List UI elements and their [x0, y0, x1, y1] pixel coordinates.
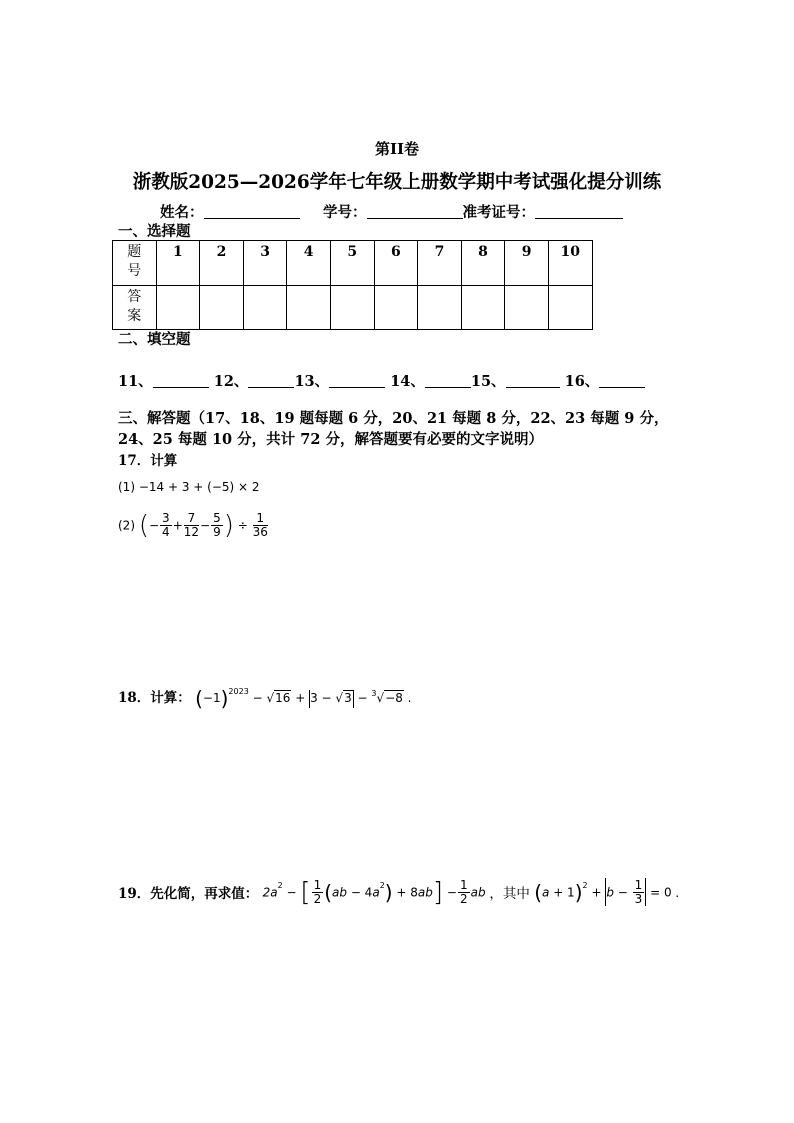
exam-label: 准考证号：	[462, 204, 535, 221]
blank-line[interactable]	[599, 373, 645, 388]
q18-expression: $(-1)^{2023} - √16 + 3 - √3 - ^3√-8$ .	[195, 686, 412, 711]
question-number: 6	[374, 241, 418, 286]
q19-where: ，其中	[489, 886, 530, 902]
blank-line[interactable]	[248, 373, 294, 388]
exam-blank[interactable]	[535, 204, 623, 219]
answer-cell[interactable]	[330, 286, 374, 330]
question-number: 10	[548, 241, 592, 286]
blank-line[interactable]	[425, 373, 471, 388]
question-number: 7	[418, 241, 462, 286]
id-field	[323, 201, 623, 222]
blank-label: 16、	[564, 373, 600, 390]
question-number: 9	[505, 241, 549, 286]
question-number: 1	[156, 241, 200, 286]
name-label: 姓名：	[160, 204, 204, 221]
answer-table-number-row	[113, 241, 593, 286]
question-number: 5	[330, 241, 374, 286]
section3-line2: 24、25 每题 10 分，共计 72 分，解答题要有必要的文字说明）	[118, 431, 543, 448]
answer-cell[interactable]	[156, 286, 200, 330]
q17-part1-label: (1)	[118, 480, 135, 494]
volume-heading: 第II卷	[374, 140, 420, 158]
answer-cell[interactable]	[505, 286, 549, 330]
left-paren: (	[138, 510, 149, 541]
blank-line[interactable]	[153, 373, 209, 388]
q19-expression: $2a^2$ − [ $\frac{1}{2}$ $(ab - 4a^2) + 8ab$] − $\frac{1}{2}$ ab	[262, 877, 486, 907]
q19	[118, 878, 687, 906]
q19-label: 19．先化简，再求值：	[118, 886, 259, 902]
question-number: 3	[243, 241, 287, 286]
q17-label: 17．计算	[118, 453, 178, 469]
name-blank[interactable]	[204, 204, 300, 219]
exam-title: 浙教版2025—2026学年七年级上册数学期中考试强化提分训练	[132, 172, 662, 193]
answer-header: 答 案	[113, 286, 157, 330]
divide-sign: ÷	[237, 518, 248, 533]
section2-title: 二、填空题	[118, 331, 191, 348]
answer-table	[112, 240, 593, 330]
blank-label: 13、	[294, 373, 330, 390]
answer-cell[interactable]	[548, 286, 592, 330]
question-number: 4	[287, 241, 331, 286]
q18	[118, 686, 411, 709]
name-field	[160, 201, 300, 222]
q19-condition: $(a + 1)^2 + b$ − $\frac{1}{3}$	[534, 885, 650, 899]
q19-equals: = 0 ．	[650, 885, 688, 900]
blank-label: 12、	[213, 373, 249, 390]
fraction: $\frac{7}{12}$	[183, 511, 200, 539]
fraction: $\frac{1}{36}$	[252, 511, 268, 539]
section1-title: 一、选择题	[118, 223, 191, 240]
question-number: 2	[200, 241, 244, 286]
fill-blank-row	[118, 370, 645, 391]
blank-line[interactable]	[329, 373, 385, 388]
fraction: $\frac{5}{9}$	[213, 511, 221, 539]
q18-label: 18．计算：	[118, 690, 191, 706]
right-paren: )	[223, 510, 234, 541]
id-blank[interactable]	[367, 204, 463, 219]
answer-cell[interactable]	[200, 286, 244, 330]
q17-part1	[118, 480, 260, 494]
section3-line1: 三、解答题（17、18、19 题每题 6 分，20、21 每题 8 分，22、23 每题 9 分，	[118, 410, 669, 427]
answer-cell[interactable]	[287, 286, 331, 330]
answer-cell[interactable]	[243, 286, 287, 330]
answer-cell[interactable]	[461, 286, 505, 330]
blank-label: 14、	[390, 373, 425, 390]
q17-part2-label: (2)	[118, 518, 135, 533]
id-label: 学号：	[323, 204, 367, 221]
answer-cell[interactable]	[374, 286, 418, 330]
q17-part1-expression: −14 + 3 + (−5) × 2	[138, 480, 260, 494]
question-number: 8	[461, 241, 505, 286]
answer-cell[interactable]	[418, 286, 462, 330]
blank-label: 11、	[118, 373, 153, 390]
blank-label: 15、	[470, 373, 506, 390]
q17-part2: (2) (− $\frac{3}{4}$ + $\frac{7}{12}$ − $\frac{5}{9}$ ) ÷ $\frac{1}{36}$	[118, 510, 268, 541]
blank-line[interactable]	[506, 373, 560, 388]
question-number-header: 题 号	[113, 241, 157, 286]
answer-table-answer-row	[113, 286, 593, 330]
fraction: $\frac{3}{4}$	[162, 511, 170, 539]
